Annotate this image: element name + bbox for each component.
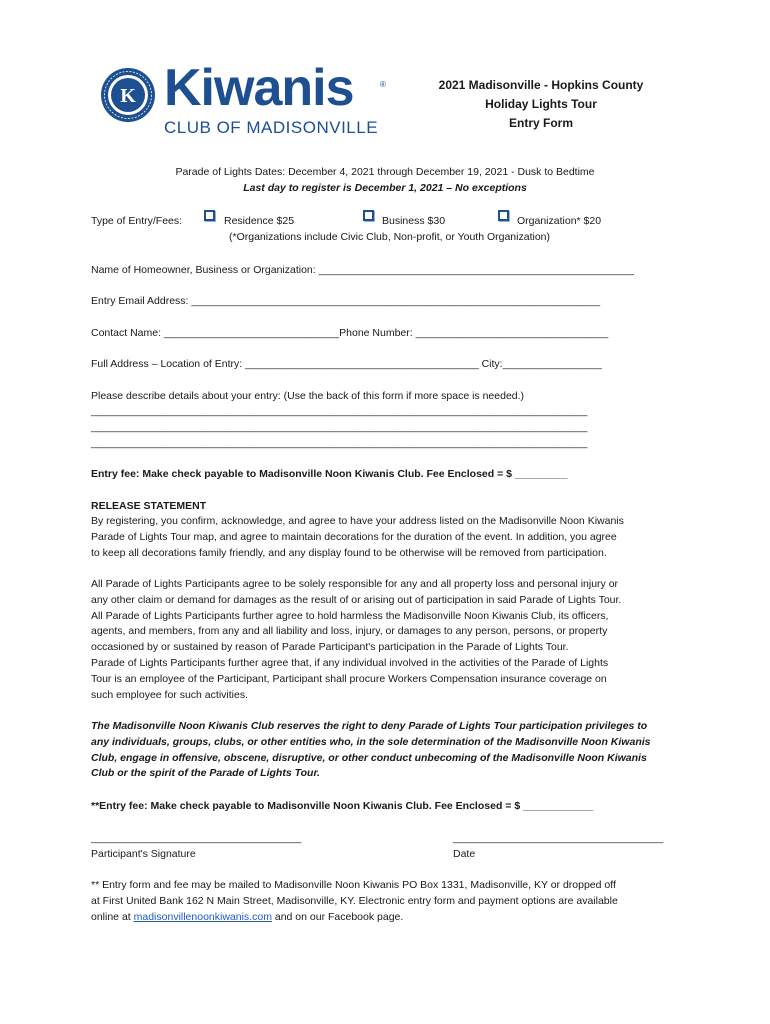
kiwanis-wordmark: Kiwanis	[164, 59, 354, 117]
organization-note: (*Organizations include Civic Club, Non-profit, or Youth Organization)	[229, 231, 550, 243]
release-paragraph-1	[91, 514, 681, 561]
residence-option-label: Residence $25	[224, 215, 295, 227]
release-p2-line: such employee for such activities.	[91, 688, 248, 701]
describe-line-2[interactable]: _____________________________________________________________________________________	[91, 421, 588, 433]
reservation-line: Club or the spirit of the Parade of Lights Tour.	[91, 767, 320, 780]
footer-prefix: online at	[91, 910, 134, 923]
registration-deadline: Last day to register is December 1, 2021 – No exceptions	[243, 182, 527, 194]
release-p2-line: All Parade of Lights Participants further agree to hold harmless the Madisonville Noon Kiwanis Club, its officers,	[91, 609, 609, 622]
entry-type-label: Type of Entry/Fees:	[91, 215, 183, 227]
release-p2-line: Parade of Lights Participants further agree that, if any individual involved in the activities of the Parade of Lights	[91, 656, 609, 669]
release-p2-line: occasioned by or sustained by reason of Parade Participant's participation in the Parade of Lights Tour.	[91, 641, 569, 654]
release-p2-line: agents, and members, from any and all liability and loss, injury, or damages to any person, persons, or property	[91, 625, 608, 638]
describe-line-3[interactable]: _____________________________________________________________________________________	[91, 437, 588, 449]
release-p1-line: Parade of Lights Tour map, and agree to maintain decorations for the duration of the event. In addition, you agree	[91, 530, 617, 543]
name-field[interactable]: Name of Homeowner, Business or Organization: ______________________________________________________	[91, 264, 634, 276]
footer-line	[91, 910, 681, 926]
release-p2-line: Tour is an employee of the Participant, Participant shall procure Workers Compensation insurance coverage on	[91, 672, 607, 685]
release-paragraph-2	[91, 577, 681, 703]
release-p1-line: to keep all decorations family friendly, and any display found to be otherwise will be removed from participation.	[91, 546, 607, 559]
business-checkbox[interactable]	[363, 210, 374, 221]
residence-checkbox[interactable]	[204, 210, 215, 221]
signature-label: Participant's Signature	[91, 848, 196, 860]
release-p2-line: All Parade of Lights Participants agree to be solely responsible for any and all property loss and personal injury or	[91, 578, 619, 590]
organization-option-label: Organization* $20	[517, 215, 602, 227]
release-heading: RELEASE STATEMENT	[91, 500, 207, 512]
svg-text:K: K	[120, 85, 136, 107]
entry-fee-line: Entry fee: Make check payable to Madisonville Noon Kiwanis Club. Fee Enclosed = $ _________	[91, 468, 568, 480]
website-link[interactable]: madisonvillenoonkiwanis.com	[133, 910, 272, 923]
organization-checkbox[interactable]	[498, 210, 509, 221]
entry-fee-line-2: **Entry fee: Make check payable to Madisonville Noon Kiwanis Club. Fee Enclosed = $ ____________	[91, 800, 594, 812]
date-line[interactable]: ____________________________________	[453, 832, 664, 844]
describe-entry-label: Please describe details about your entry: (Use the back of this form if more space is needed.)	[91, 390, 525, 402]
footer-line: at First United Bank 162 N Main Street, Madisonville, KY. Electronic entry form and payment options are available	[91, 894, 618, 907]
reservation-line: any individuals, groups, clubs, or other entities who, in the sole determination of the Madisonville Noon Kiwanis	[91, 735, 651, 748]
business-option-label: Business $30	[382, 215, 446, 227]
describe-line-1[interactable]: _____________________________________________________________________________________	[91, 405, 588, 417]
contact-phone-field[interactable]: Contact Name: ______________________________Phone Number: _________________________________	[91, 327, 609, 339]
parade-dates: Parade of Lights Dates: December 4, 2021 through December 19, 2021 - Dusk to Bedtime	[175, 166, 595, 178]
release-p2-line: any other claim or demand for damages as the result of or arising out of participation in said Parade of Lights Tour.	[91, 593, 622, 606]
reservation-paragraph	[91, 719, 681, 782]
footer-line: ** Entry form and fee may be mailed to Madisonville Noon Kiwanis PO Box 1331, Madisonville, KY or dropped off	[91, 879, 616, 891]
title-line-1: 2021 Madisonville - Hopkins County	[438, 78, 644, 92]
address-city-field[interactable]: Full Address – Location of Entry: ________________________________________ City:_________________	[91, 358, 602, 370]
reservation-line: The Madisonville Noon Kiwanis Club reserves the right to deny Parade of Lights Tour participation privileges to	[91, 720, 648, 732]
reservation-line: Club, engage in offensive, obscene, disruptive, or other conduct unbecoming of the Madisonville Noon Kiwanis	[91, 751, 647, 764]
mailing-instructions	[91, 878, 681, 925]
title-line-2: Holiday Lights Tour	[485, 97, 597, 111]
signature-line[interactable]: ____________________________________	[91, 832, 302, 844]
club-name: CLUB OF MADISONVILLE	[164, 118, 379, 137]
release-p1-line: By registering, you confirm, acknowledge, and agree to have your address listed on the Madisonville Noon Kiwanis	[91, 515, 624, 527]
form-title	[420, 76, 662, 133]
registered-mark: ®	[380, 80, 386, 89]
kiwanis-seal-logo	[99, 66, 157, 124]
title-line-3: Entry Form	[508, 116, 573, 130]
date-label: Date	[453, 848, 476, 860]
email-field[interactable]: Entry Email Address: ______________________________________________________________________	[91, 295, 601, 307]
footer-suffix: and on our Facebook page.	[271, 910, 404, 923]
